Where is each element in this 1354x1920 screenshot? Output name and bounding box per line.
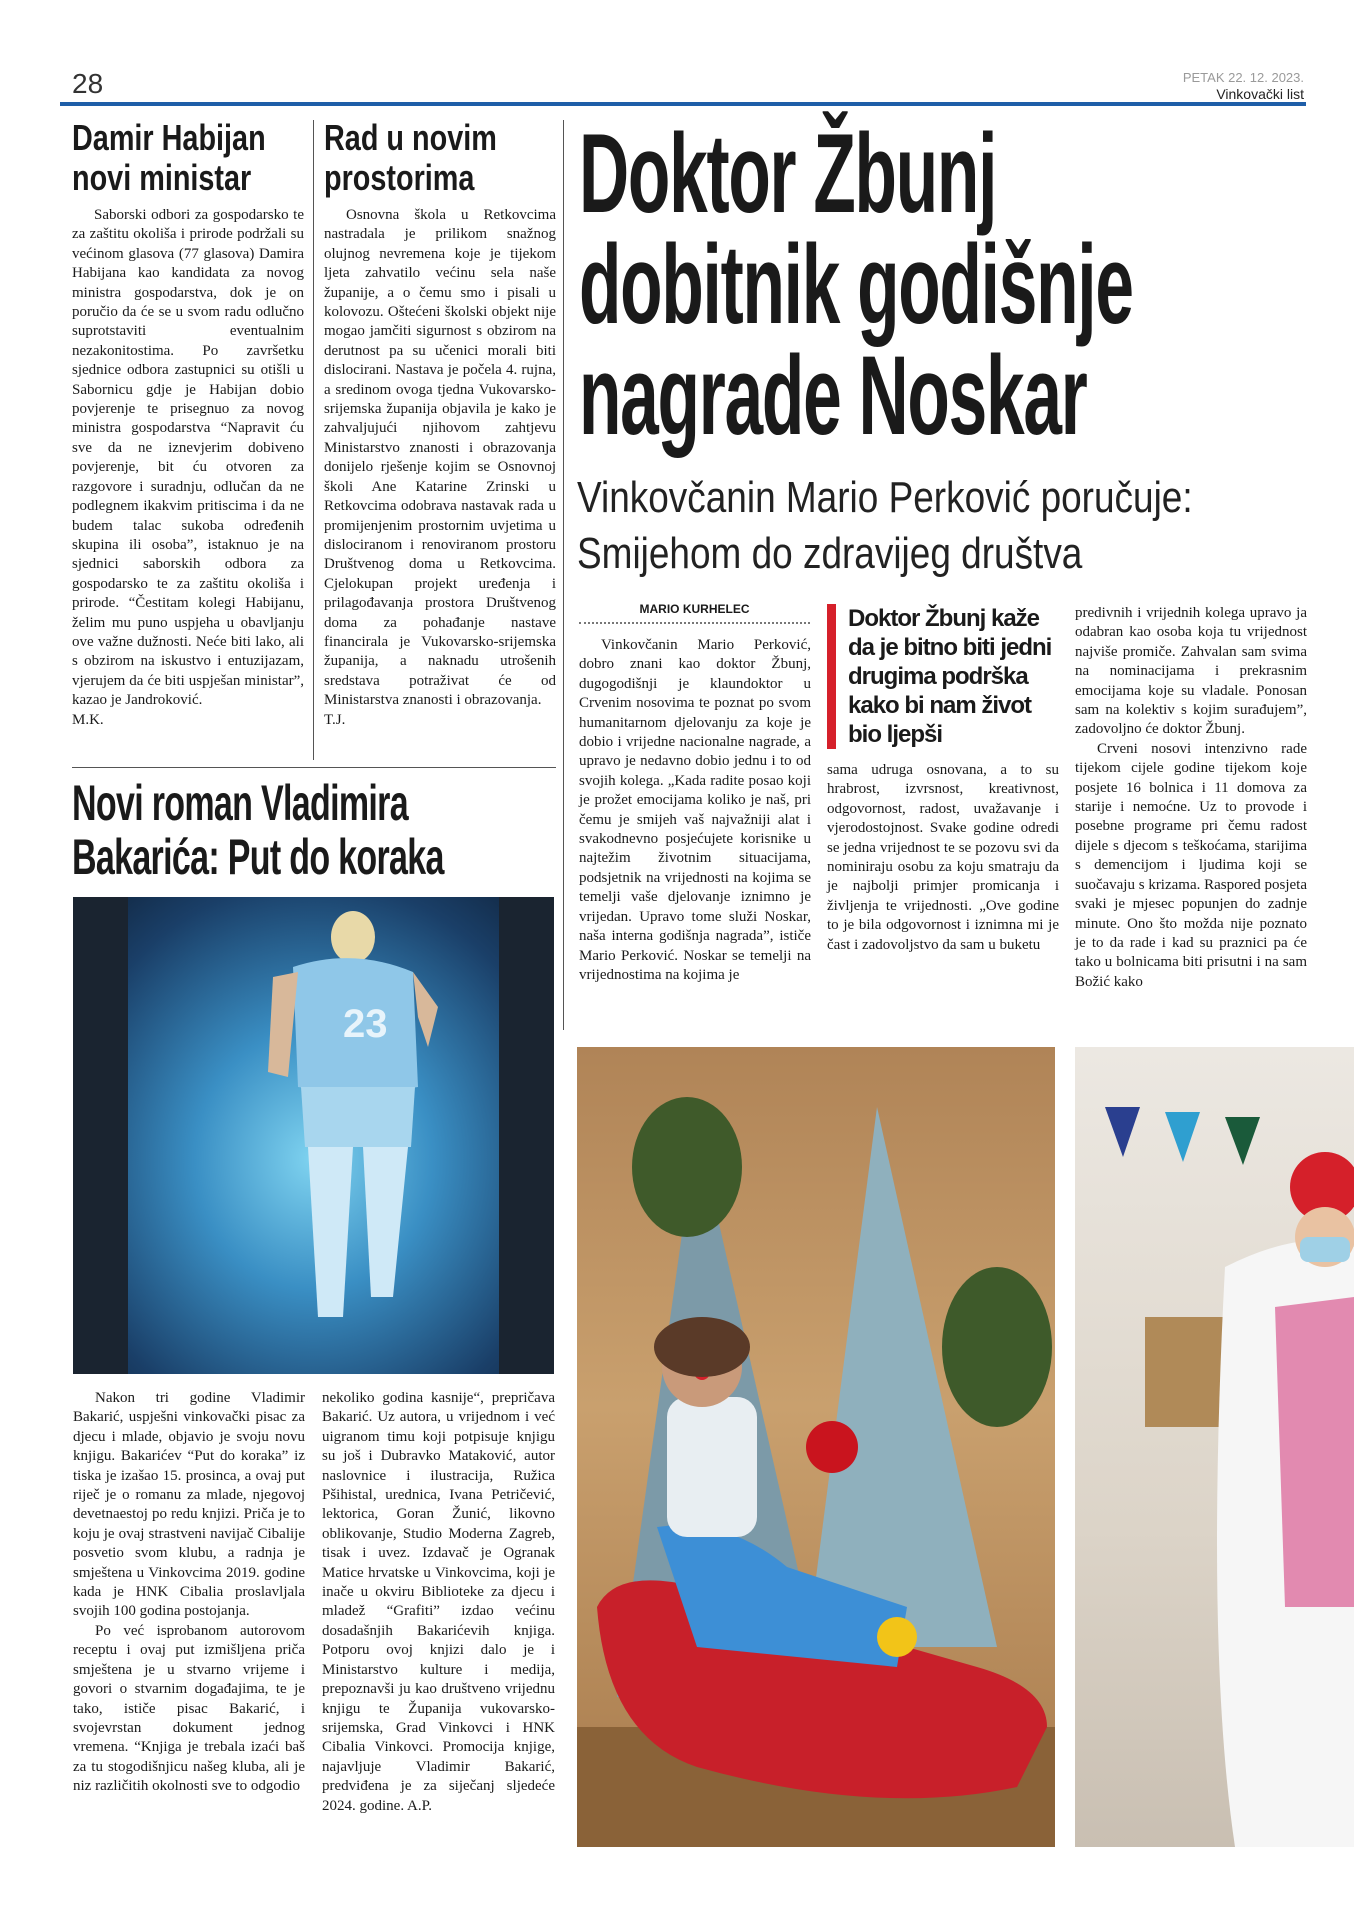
headline-line: nagrade Noskar [579,333,1087,458]
habijan-headline [72,118,266,198]
headline-line: Doktor Žbunj [579,111,997,236]
author-byline: MARIO KURHELEC [579,602,810,624]
main-body-col1 [579,636,811,985]
headline-line: Rad u novim [324,117,497,158]
novel-headline [72,776,444,884]
paragraph: sama udruga osnovana, a to su hrabrost, izvrsnost, kreativnost, odgovornost, radost, uvažavanje i vjerodostojnost. Svake godine odredi se jedna vrijednost te se pozovu svi da nominiraju osobu za koju smatraju da je najbolji primjer promicanja i življenja te vrijednosti. „Ove godine to je bila odgovornost i iznimna mi je čast i zadovoljstvo da sam u buketu [827,762,1059,953]
school-body [324,206,556,730]
headline-line: prostorima [324,157,475,198]
column-divider [313,120,314,760]
habijan-body [72,206,304,730]
issue-date: PETAK 22. 12. 2023. [1182,70,1304,85]
novel-body-col1 [73,1389,305,1797]
section-divider [72,767,556,768]
clowns-visit-photo [1075,1047,1354,1847]
jersey-number: 23 [343,1002,388,1046]
signature: T.J. [324,711,346,728]
paragraph: predivnih i vrijednih kolega upravo ja odabran kao osoba koja tu vrijednost najviše promiče. Zahvalan sam svima na nominacijama i prekrasnim emocijama koje su vladale. Ponosan sam na kolektiv s kojim surađujem”, zadovoljno će doktor Žbunj. [1075,605,1307,738]
page-number: 28 [72,68,104,99]
header-rule [60,102,1306,106]
clown-visit-illustration [1075,1047,1354,1847]
paragraph: Crveni nosovi intenzivno rade tijekom cijele godine tijekom koje posjete 16 bolnica i 11 domova za starije i nemoćne. Uz to provode i posebne programe pri čemu radost dijele s djecom s teškoćama, starijima s demencijom i ljudima koji se suočavaju s krizama. Raspored posjeta svaki je mjesec popunjen do zadnje minute. Ono što možda nije poznato je to da rade i kad su praznici pa će tako u bolnicama biti prisutni i na sam Božić kako [1075,740,1308,990]
headline-line: dobitnik godišnje [579,222,1133,347]
headline-line: Novi roman Vladimira [72,775,408,831]
main-middle-column [827,604,1059,955]
main-headline [579,111,1133,458]
column-divider [563,120,564,1030]
signature: M.K. [72,711,104,728]
main-subtitle [577,470,1193,582]
main-body-col2 [827,761,1059,955]
paper-name: Vinkovački list [1216,86,1304,102]
paragraph: Saborski odbori za gospodarsko te za zaštitu okoliša i prirode podržali su većinom glasova (77 glasova) Damira Habijana kao kandidata za novog ministra gospodarstva, dok je on poručio da će se u svom radu odlučno suprotstaviti eventualnim nezakonitostima. Po završetku sjednice odbora zastupnici su otišli u Sabornicu gdje je Habijan dobio povjerenje te prisegnuo za novog ministra gospodarstva “Napravit ću sve da ne iznevjerim dobiveno povjerenje, bit ću otvoren za razgovore i suradnju, odlučan da ne podlegnem ikakvim pritiscima i da ne budem talac sukoba određenih skupina ili osoba”, istaknuo je na sjednici saborskih odbora za gospodarsko te za zaštitu okoliša i prirode. “Čestitam kolegi Habijanu, želim mu puno uspjeha u obavljanju ove važne dužnosti. Neće biti lako, ali s obzirom na iskustvo i entuzijazam, vjerujem da će biti uspješan ministar”, kazao je Jandroković. [72,207,304,709]
paragraph: Vinkovčanin Mario Perković, dobro znani kao doktor Žbunj, dugogodišnji je klaundoktor u Crvenim nosovima te poznat po svom humanitarnom djelovanju za koje je dobio i vrijedne nacionalne nagrade, a upravo je nedavno dobio jednu i to od svojih kolega. „Kada radite posao koji je prožet emocijama koliko je naš, pri čemu je smijeh vaš najvažniji alat i svakodnevno posjećujete korisnike u najtežim životnim situacijama, podsjetnik na vrijednosti na kojima se temelji vaše djelovanje iznimno je vrijedan. Upravo tome služi Noskar, naša interna godišnja nagrada”, ističe Mario Perković. Noskar se temelji na vrijednostima na kojima je [579,637,811,983]
headline-line: novi ministar [72,157,252,198]
novel-cover-image [73,897,554,1374]
footballer-illustration [73,897,554,1374]
pullquote: Doktor Žbunj kaže da je bitno biti jedni drugima podrška kako bi nam život bio ljepši [827,604,1059,749]
clown-sleigh-photo [577,1047,1055,1847]
novel-body-col2 [322,1389,555,1816]
paragraph: nekoliko godina kasnije“, prepričava Bakarić. Uz autora, u vrijednom i već uigranom timu koji potpisuje knjigu su još i Dubravko Mataković, autor naslovnice i ilustracija, Ružica Pšihistal, urednica, Ivana Petričević, lektorica, Goran Žunić, likovno oblikovanje, Studio Moderna Zagreb, tisak i uvez. Izdavač je Ogranak Matice hrvatske u Vinkovcima, koji je inače u okviru Biblioteke za djecu i mladež “Grafiti” izdao većinu dosadašnjih Bakarićevih knjiga. Potporu ovoj knjizi dalo je i Ministarstvo kulture i medija, prepoznavši ju kao društveno vrijednu knjigu te Županija vukovarsko-srijemska, Grad Vinkovci i HNK Cibalia Vinkovci. Promocija knjige, najavljuje Vladimir Bakarić, predviđena je za siječanj sljedeće 2024. godine. A.P. [322,1390,555,1814]
paragraph: Po već isprobanom autorovom receptu i ovaj put izmišljena priča smještena je u stvarno vrijeme i govori o stvarnim događajima, te je tako, ističe pisac Bakarić, i svojevrstan dokument jednog vremena. “Knjiga je trebala izaći baš za tu stogodišnjicu našeg kluba, ali je niz različitih okolnosti sve to odgodio [73,1622,305,1795]
clown-on-sleigh-illustration [577,1047,1055,1847]
main-body-col3 [1075,604,1307,992]
headline-line: Damir Habijan [72,117,266,158]
headline-line: Bakarića: Put do koraka [72,829,444,885]
school-headline [324,118,497,198]
subtitle-line: Smijehom do zdravijeg društva [577,529,1083,578]
paragraph: Osnovna škola u Retkovcima nastradala je prilikom snažnog olujnog nevremena koje je tijekom ljeta zahvatilo većinu sela naše županije, a o čemu smo i pisali u kolovozu. Oštećeni školski objekt nije mogao jamčiti sigurnost s obzirom na derutnost pa su učenici morali biti dislocirani. Nastava je počela 4. rujna, a sredinom ovoga tjedna Vukovarsko-srijemska županija objavila je kako je zahvaljujući njihovom zahtjevu Ministarstvo znanosti i obrazovanja donijelo rješenje kojim se Osnovnoj školi Ane Katarine Zrinski u Retkovcima odobrava nastavak rada u promijenjenim prostornim uvjetima u dislociranom i renoviranom prostoru Društvenog doma u Retkovcima. Cjelokupan projekt uređenja i prilagođavanja prostora Društvenog doma za pohađanje nastave financirala je Vukovarsko-srijemska županija, a naknadu utrošenih sredstava potraživat će od Ministarstva znanosti i obrazovanja. [324,207,556,709]
paragraph: Nakon tri godine Vladimir Bakarić, uspješni vinkovački pisac za djecu i mlade, objavio je svoju novu knjigu. Bakarićev “Put do koraka” iz tiska je izašao 15. prosinca, a ovaj put riječ je o romanu za mlade, njegovoj devetnaestoj po redu knjizi. Priča je to koju je ovaj strastveni navijač Cibalije posvetio svom klubu, a radnja je smještena u Vinkovcima 2019. godine kada je HNK Cibalia proslavljala svojih 100 godina postojanja. [73,1390,305,1620]
subtitle-line: Vinkovčanin Mario Perković poručuje: [577,473,1193,522]
